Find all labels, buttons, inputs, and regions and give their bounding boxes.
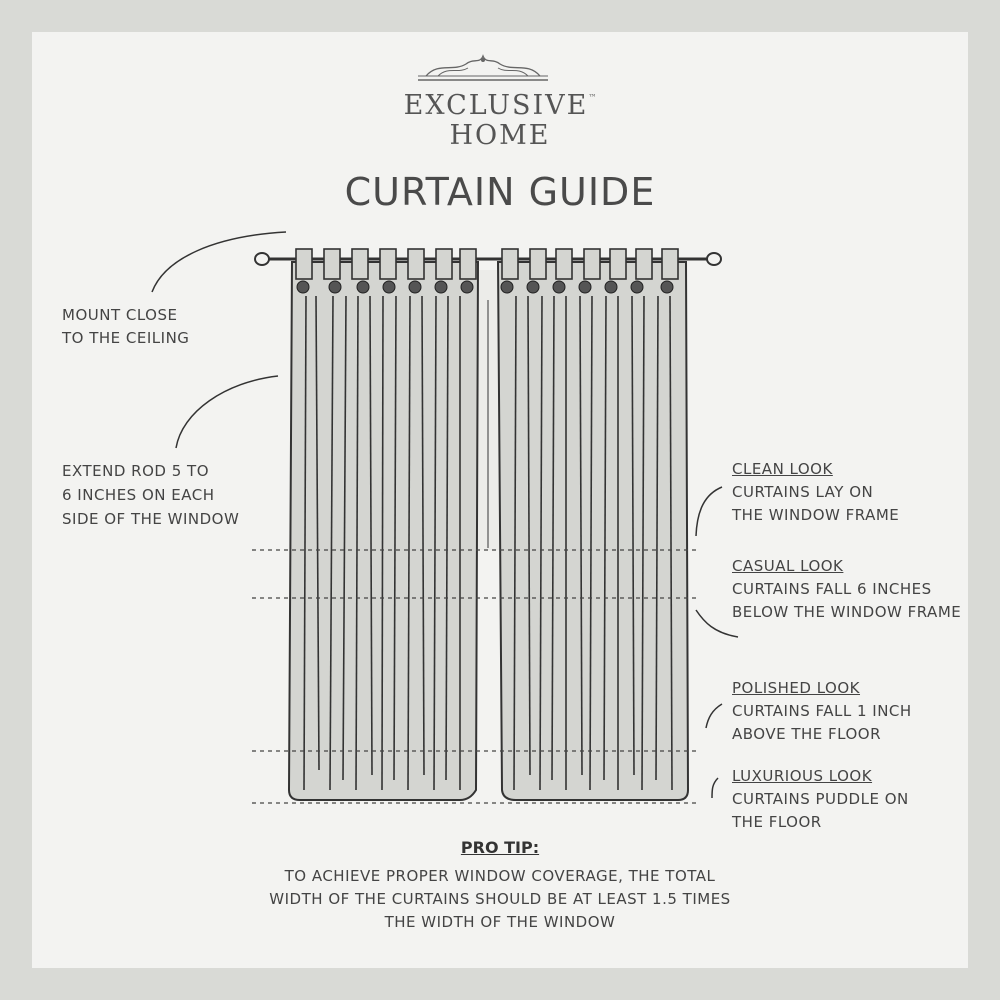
pro-tip-line: WIDTH OF THE CURTAINS SHOULD BE AT LEAST 1.5 TIMES bbox=[269, 890, 731, 908]
polished-look-line: CURTAINS FALL 1 INCH bbox=[732, 702, 912, 720]
pro-tip-text bbox=[0, 865, 1000, 934]
polished-look-line: ABOVE THE FLOOR bbox=[732, 725, 882, 743]
clean-look-note bbox=[732, 458, 899, 527]
mount-note bbox=[62, 304, 189, 350]
extend-note-line: EXTEND ROD 5 TO bbox=[62, 462, 209, 480]
extend-note-line: SIDE OF THE WINDOW bbox=[62, 510, 240, 528]
clean-look-title: CLEAN LOOK bbox=[732, 460, 833, 478]
mount-note-line: MOUNT CLOSE bbox=[62, 306, 178, 324]
luxurious-look-note bbox=[732, 765, 909, 834]
brand-name-line2: HOME bbox=[449, 120, 551, 151]
luxurious-look-line: CURTAINS PUDDLE ON bbox=[732, 790, 909, 808]
pro-tip-line: TO ACHIEVE PROPER WINDOW COVERAGE, THE TOTAL bbox=[284, 867, 716, 885]
casual-look-title: CASUAL LOOK bbox=[732, 557, 844, 575]
mount-note-line: TO THE CEILING bbox=[62, 329, 190, 347]
luxurious-look-title: LUXURIOUS LOOK bbox=[732, 767, 873, 785]
casual-look-line: BELOW THE WINDOW FRAME bbox=[732, 603, 962, 621]
page-title: CURTAIN GUIDE bbox=[344, 170, 656, 214]
casual-look-line: CURTAINS FALL 6 INCHES bbox=[732, 580, 932, 598]
clean-look-line: CURTAINS LAY ON bbox=[732, 483, 874, 501]
casual-look-note bbox=[732, 555, 961, 624]
pro-tip-line: THE WIDTH OF THE WINDOW bbox=[384, 913, 616, 931]
extend-note bbox=[62, 459, 239, 531]
polished-look-title: POLISHED LOOK bbox=[732, 679, 861, 697]
polished-look-note bbox=[732, 677, 912, 746]
clean-look-line: THE WINDOW FRAME bbox=[732, 506, 900, 524]
pro-tip-label: PRO TIP: bbox=[460, 838, 540, 857]
brand-name-line1: EXCLUSIVE™ bbox=[403, 90, 597, 121]
extend-note-line: 6 INCHES ON EACH bbox=[62, 486, 215, 504]
luxurious-look-line: THE FLOOR bbox=[732, 813, 822, 831]
